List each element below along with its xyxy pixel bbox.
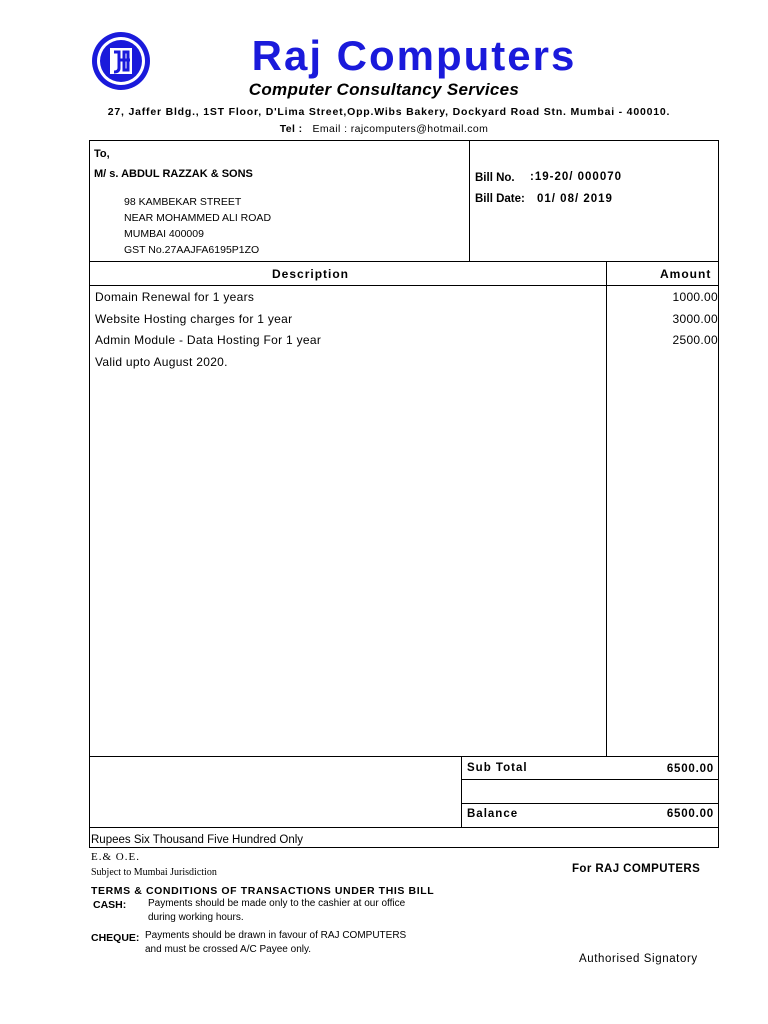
bill-date-value: 01/ 08/ 2019 xyxy=(537,193,613,205)
cash-label: CASH: xyxy=(93,899,127,911)
customer-address-line: NEAR MOHAMMED ALI ROAD xyxy=(124,212,272,224)
cheque-terms: and must be crossed A/C Payee only. xyxy=(145,944,312,955)
item-amount: 3000.00 xyxy=(672,312,718,326)
cash-terms: during working hours. xyxy=(148,912,244,923)
company-address: 27, Jaffer Bldg., 1ST Floor, D'Lima Street,Opp.Wibs Bakery, Dockyard Road Stn. Mumbai - 400010. xyxy=(107,106,671,118)
item-description: Admin Module - Data Hosting For 1 year xyxy=(95,333,322,347)
email-text: Email : rajcomputers@hotmail.com xyxy=(312,123,489,135)
jurisdiction-note: Subject to Mumbai Jurisdiction xyxy=(91,867,217,878)
item-amount: 2500.00 xyxy=(672,333,718,347)
cheque-terms: Payments should be drawn in favour of RAJ COMPUTERS xyxy=(145,930,407,941)
customer-gst: GST No.27AAJFA6195P1ZO xyxy=(124,244,260,256)
contact-line xyxy=(0,123,768,135)
terms-heading: TERMS & CONDITIONS OF TRANSACTIONS UNDER THIS BILL xyxy=(91,885,435,897)
bill-number-label: Bill No. xyxy=(475,172,515,184)
company-tagline: Computer Consultancy Services xyxy=(248,80,520,99)
cash-terms: Payments should be made only to the cashier at our office xyxy=(148,898,406,909)
to-label: To, xyxy=(94,148,110,160)
authorised-signatory: Authorised Signatory xyxy=(579,953,698,965)
subtotal-label: Sub Total xyxy=(467,762,528,774)
balance-value: 6500.00 xyxy=(666,808,714,820)
customer-name: M/ s. ABDUL RAZZAK & SONS xyxy=(94,168,253,180)
description-header: Description xyxy=(272,267,350,281)
tel-label: Tel : xyxy=(279,123,303,135)
item-description: Domain Renewal for 1 years xyxy=(95,290,255,304)
customer-address-line: 98 KAMBEKAR STREET xyxy=(124,196,242,208)
bill-number-value: :19-20/ 000070 xyxy=(530,171,623,183)
cheque-label: CHEQUE: xyxy=(91,932,140,944)
balance-label: Balance xyxy=(467,808,519,820)
item-description: Valid upto August 2020. xyxy=(95,355,228,369)
for-company: For RAJ COMPUTERS xyxy=(572,863,701,875)
company-name: Raj Computers xyxy=(251,32,577,79)
customer-address-line: MUMBAI 400009 xyxy=(124,228,204,240)
bill-date-label: Bill Date: xyxy=(475,193,525,205)
amount-in-words: Rupees Six Thousand Five Hundred Only xyxy=(91,834,304,846)
eoe-note: E.& O.E. xyxy=(91,851,140,863)
subtotal-value: 6500.00 xyxy=(666,763,714,775)
amount-header: Amount xyxy=(660,267,712,281)
item-amount: 1000.00 xyxy=(672,290,718,304)
item-description: Website Hosting charges for 1 year xyxy=(95,312,293,326)
